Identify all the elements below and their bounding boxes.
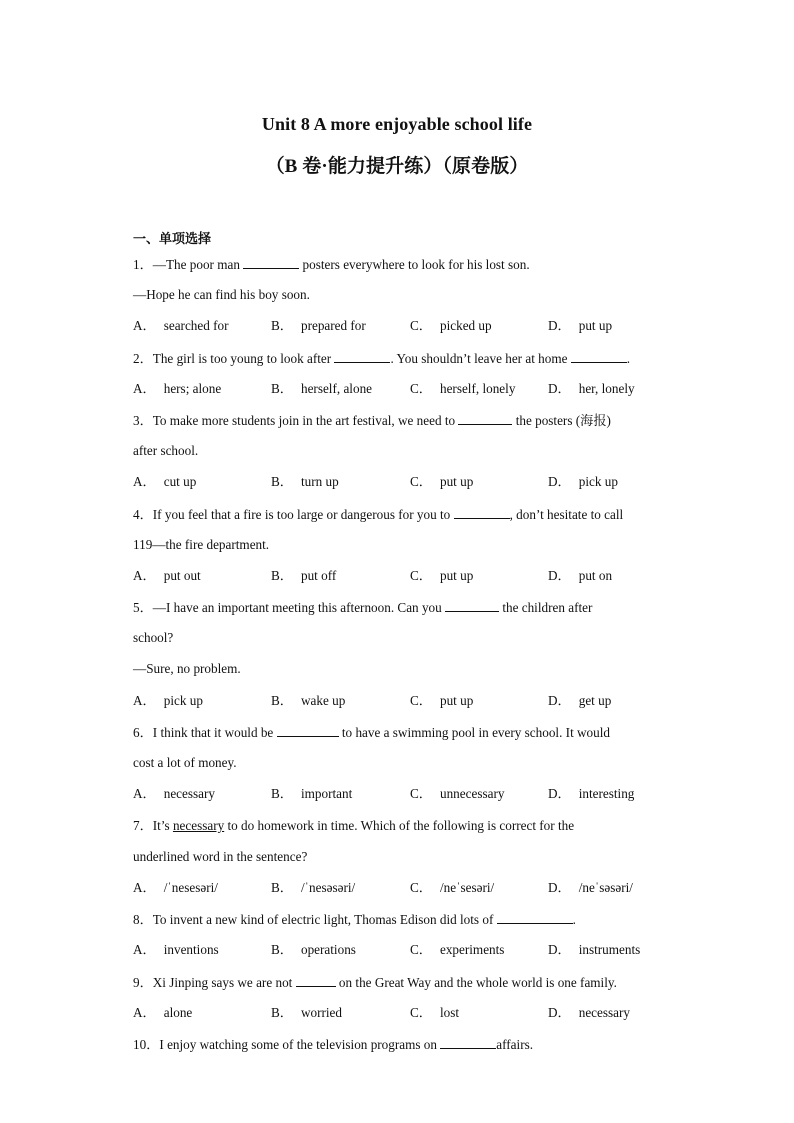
option-d: D． her, lonely bbox=[548, 381, 635, 396]
option-b: B． operations bbox=[271, 942, 356, 957]
answer-blank bbox=[277, 723, 339, 737]
option-a: A． put out bbox=[133, 568, 201, 583]
question-text-line: —Hope he can find his boy soon. bbox=[133, 287, 310, 302]
option-c: C． experiments bbox=[410, 942, 505, 957]
option-b: B． wake up bbox=[271, 693, 346, 708]
option-a: A． alone bbox=[133, 1005, 193, 1020]
answer-blank bbox=[497, 910, 573, 924]
option-d: D． interesting bbox=[548, 786, 635, 801]
question-text-line: cost a lot of money. bbox=[133, 755, 237, 770]
question-7: 7．It’s necessary to do homework in time. Which of the following is correct for the bbox=[133, 818, 575, 833]
question-text-line: 119—the fire department. bbox=[133, 537, 270, 552]
option-c: C． picked up bbox=[410, 318, 492, 333]
option-b: B． turn up bbox=[271, 474, 339, 489]
answer-blank bbox=[454, 505, 510, 519]
section-heading: 一、单项选择 bbox=[133, 232, 212, 247]
answer-blank bbox=[458, 411, 512, 425]
question-8: 8．To invent a new kind of electric light, Thomas Edison did lots of . bbox=[133, 912, 576, 927]
underlined-word: necessary bbox=[172, 818, 225, 833]
option-b: B． put off bbox=[271, 568, 337, 583]
option-a: A． searched for bbox=[133, 318, 229, 333]
question-number: 1． bbox=[133, 257, 153, 272]
answer-blank bbox=[296, 973, 336, 987]
answer-blank bbox=[334, 349, 390, 363]
option-c: C． unnecessary bbox=[410, 786, 505, 801]
question-4: 4．If you feel that a fire is too large or dangerous for you to , don’t hesitate to call bbox=[133, 507, 624, 522]
option-a: A． necessary bbox=[133, 786, 215, 801]
page-subtitle: （B 卷·能力提升练）（原卷版） bbox=[265, 156, 529, 177]
page-title: Unit 8 A more enjoyable school life bbox=[261, 114, 533, 134]
question-6: 6．I think that it would be to have a swimming pool in every school. It would bbox=[133, 725, 610, 740]
option-d: D． necessary bbox=[548, 1005, 630, 1020]
question-text-line: school? bbox=[133, 630, 174, 645]
option-c: C． /neˈsesəri/ bbox=[410, 880, 495, 895]
option-d: D． put on bbox=[548, 568, 613, 583]
question-1: 1．—The poor man posters everywhere to look for his lost son. bbox=[133, 257, 530, 272]
answer-blank bbox=[571, 349, 627, 363]
option-c: C． put up bbox=[410, 474, 474, 489]
option-a: A． pick up bbox=[133, 693, 203, 708]
option-c: C． put up bbox=[410, 693, 474, 708]
question-3: 3．To make more students join in the art festival, we need to the posters (海报) bbox=[133, 413, 611, 428]
question-text-line: underlined word in the sentence? bbox=[133, 849, 308, 864]
option-b: B． prepared for bbox=[271, 318, 366, 333]
option-d: D． put up bbox=[548, 318, 613, 333]
option-c: C． put up bbox=[410, 568, 474, 583]
answer-blank bbox=[445, 598, 499, 612]
question-text-line: after school. bbox=[133, 443, 199, 458]
option-c: C． lost bbox=[410, 1005, 460, 1020]
option-b: B． important bbox=[271, 786, 353, 801]
option-b: B． /ˈnesəsəri/ bbox=[271, 880, 356, 895]
question-9: 9．Xi Jinping says we are not on the Great Way and the whole world is one family. bbox=[133, 975, 617, 990]
option-a: A． /ˈnesesəri/ bbox=[133, 880, 218, 895]
option-a: A． cut up bbox=[133, 474, 197, 489]
option-d: D． get up bbox=[548, 693, 612, 708]
question-10: 10．I enjoy watching some of the television programs on affairs. bbox=[133, 1037, 534, 1052]
option-d: D． pick up bbox=[548, 474, 618, 489]
option-c: C． herself, lonely bbox=[410, 381, 516, 396]
question-5: 5．—I have an important meeting this afternoon. Can you the children after bbox=[133, 600, 593, 615]
answer-blank bbox=[243, 255, 299, 269]
option-d: D． instruments bbox=[548, 942, 641, 957]
option-b: B． worried bbox=[271, 1005, 342, 1020]
answer-blank bbox=[440, 1035, 496, 1049]
question-2: 2．The girl is too young to look after . You shouldn’t leave her at home . bbox=[133, 351, 631, 366]
option-a: A． inventions bbox=[133, 942, 219, 957]
option-d: D． /neˈsəsəri/ bbox=[548, 880, 633, 895]
option-a: A． hers; alone bbox=[133, 381, 222, 396]
option-b: B． herself, alone bbox=[271, 381, 373, 396]
question-text-line: —Sure, no problem. bbox=[133, 661, 241, 676]
